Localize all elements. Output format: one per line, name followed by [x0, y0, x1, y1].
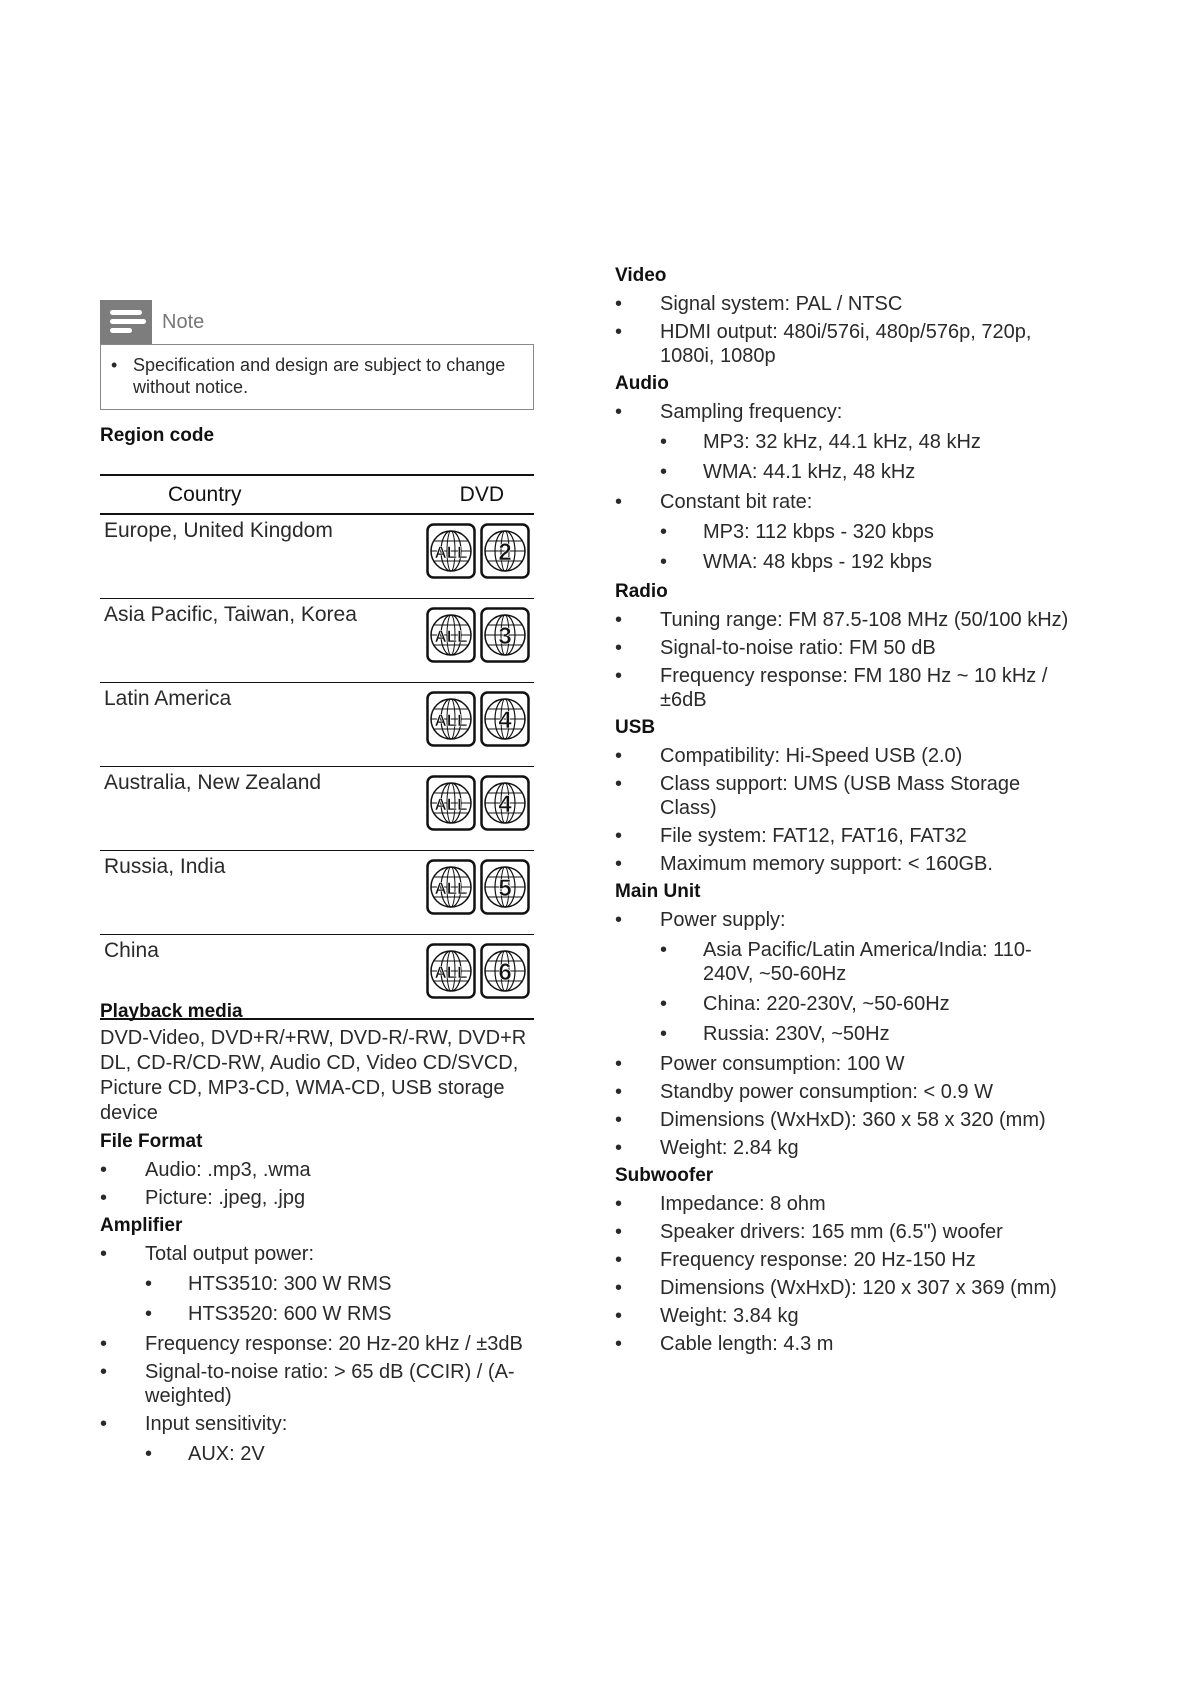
spec-item-text: File system: FAT12, FAT16, FAT32 — [660, 825, 967, 847]
dvd-region-icons — [400, 599, 534, 683]
section-title: USB — [615, 717, 656, 738]
spec-item — [100, 1360, 540, 1408]
spec-item-text: Weight: 3.84 kg — [660, 1305, 799, 1327]
region-row — [100, 767, 534, 851]
right-specs — [615, 260, 1075, 1356]
spec-subitem: • Russia: 230V, ~50Hz — [615, 1022, 1075, 1046]
spec-item-text: Frequency response: 20 Hz-20 kHz / ±3dB — [145, 1333, 523, 1355]
note-header — [100, 300, 204, 344]
spec-section — [615, 880, 1075, 1160]
country-cell: Australia, New Zealand — [100, 767, 400, 851]
region-all-icon — [426, 943, 476, 999]
spec-item — [615, 1304, 1075, 1328]
spec-item-text: Standby power consumption: < 0.9 W — [660, 1081, 993, 1103]
spec-item — [615, 852, 1075, 876]
section-title: Audio — [615, 373, 669, 394]
spec-item — [100, 1158, 540, 1182]
spec-item — [615, 772, 1075, 820]
spec-list — [100, 1242, 540, 1466]
spec-list — [615, 400, 1075, 574]
section-title: Amplifier — [100, 1215, 183, 1236]
svg-text:4: 4 — [498, 791, 512, 818]
spec-item-text: Weight: 2.84 kg — [660, 1137, 799, 1159]
country-cell: China — [100, 935, 400, 1020]
note-label: Note — [162, 310, 205, 333]
spec-item — [100, 1332, 540, 1356]
section-paragraph: DVD-Video, DVD+R/+RW, DVD-R/-RW, DVD+R DL, CD-R/CD-RW, Audio CD, Video CD/SVCD, Picture CD, MP3-CD, WMA-CD, USB storage device — [100, 1027, 527, 1124]
spec-item-text: Signal-to-noise ratio: > 65 dB (CCIR) / (A-weighted) — [145, 1361, 515, 1407]
spec-item — [615, 608, 1075, 632]
spec-section — [100, 1000, 540, 1126]
dvd-region-icons — [400, 767, 534, 851]
spec-list — [615, 292, 1075, 368]
spec-sublist — [615, 938, 1075, 1046]
country-cell: Latin America — [100, 683, 400, 767]
spec-list — [615, 908, 1075, 1160]
spec-section — [615, 372, 1075, 574]
country-header: Country — [100, 475, 400, 514]
spec-section — [615, 1164, 1075, 1356]
region-all-icon — [426, 691, 476, 747]
svg-text:2: 2 — [498, 539, 512, 566]
spec-item — [615, 1332, 1075, 1356]
spec-section — [100, 1214, 540, 1466]
region-6-icon — [480, 943, 530, 999]
spec-item — [100, 1412, 540, 1466]
region-2-icon — [480, 523, 530, 579]
region-4-icon — [480, 775, 530, 831]
spec-item-text: Tuning range: FM 87.5-108 MHz (50/100 kHz) — [660, 609, 1069, 631]
country-cell: Europe, United Kingdom — [100, 514, 400, 599]
spec-sublist — [615, 520, 1075, 574]
spec-list — [615, 744, 1075, 876]
region-3-icon — [480, 607, 530, 663]
spec-section — [615, 264, 1075, 368]
spec-item — [615, 744, 1075, 768]
region-row — [100, 599, 534, 683]
spec-item — [615, 636, 1075, 660]
spec-item — [615, 1136, 1075, 1160]
region-row — [100, 514, 534, 599]
region-5-icon — [480, 859, 530, 915]
spec-item-text: Picture: .jpeg, .jpg — [145, 1187, 306, 1209]
region-row — [100, 683, 534, 767]
spec-item-text: HDMI output: 480i/576i, 480p/576p, 720p, 1080i, 1080p — [660, 321, 1032, 367]
spec-subitem: • HTS3510: 300 W RMS — [100, 1272, 540, 1296]
spec-section — [615, 580, 1075, 712]
spec-item — [615, 1276, 1075, 1300]
spec-item — [615, 400, 1075, 484]
region-all-icon — [426, 775, 476, 831]
spec-subitem: • AUX: 2V — [100, 1442, 540, 1466]
section-title: Subwoofer — [615, 1165, 714, 1186]
section-title: Radio — [615, 581, 668, 602]
left-specs — [100, 996, 540, 1472]
spec-item — [615, 664, 1075, 712]
spec-item-text: Compatibility: Hi-Speed USB (2.0) — [660, 745, 963, 767]
spec-item-text: Maximum memory support: < 160GB. — [660, 853, 993, 875]
spec-sublist — [615, 430, 1075, 484]
spec-item — [615, 908, 1075, 1046]
dvd-region-icons — [400, 683, 534, 767]
spec-item-text: Constant bit rate: — [660, 491, 813, 513]
spec-item — [615, 1192, 1075, 1216]
region-code-table — [100, 474, 534, 1020]
spec-item-text: Power consumption: 100 W — [660, 1053, 905, 1075]
country-cell: Russia, India — [100, 851, 400, 935]
note-box — [100, 344, 534, 410]
spec-subitem: • MP3: 112 kbps - 320 kbps — [615, 520, 1075, 544]
section-title: Main Unit — [615, 881, 701, 902]
note-text: Specification and design are subject to change without notice. — [133, 355, 506, 397]
svg-text:3: 3 — [498, 623, 512, 650]
country-cell: Asia Pacific, Taiwan, Korea — [100, 599, 400, 683]
spec-subitem: • HTS3520: 600 W RMS — [100, 1302, 540, 1326]
svg-text:ALL: ALL — [434, 627, 468, 646]
spec-item-text: Power supply: — [660, 909, 786, 931]
svg-text:ALL: ALL — [434, 879, 468, 898]
svg-text:ALL: ALL — [434, 711, 468, 730]
spec-list — [100, 1158, 540, 1210]
region-all-icon — [426, 607, 476, 663]
spec-subitem: • MP3: 32 kHz, 44.1 kHz, 48 kHz — [615, 430, 1075, 454]
spec-item — [615, 1248, 1075, 1272]
dvd-region-icons — [400, 514, 534, 599]
region-4-icon — [480, 691, 530, 747]
region-row — [100, 851, 534, 935]
spec-item — [615, 320, 1075, 368]
spec-item-text: Impedance: 8 ohm — [660, 1193, 826, 1215]
spec-item-text: Frequency response: FM 180 Hz ~ 10 kHz / ±6dB — [660, 665, 1048, 711]
section-title: File Format — [100, 1131, 203, 1152]
note-icon — [100, 300, 152, 344]
spec-subitem: • WMA: 44.1 kHz, 48 kHz — [615, 460, 1075, 484]
spec-sublist — [100, 1272, 540, 1326]
spec-item — [615, 490, 1075, 574]
spec-item-text: Sampling frequency: — [660, 401, 843, 423]
spec-item-text: Frequency response: 20 Hz-150 Hz — [660, 1249, 976, 1271]
spec-item-text: Class support: UMS (USB Mass Storage Class) — [660, 773, 1021, 819]
spec-subitem: • China: 220-230V, ~50-60Hz — [615, 992, 1075, 1016]
svg-text:4: 4 — [498, 707, 512, 734]
spec-item-text: Signal system: PAL / NTSC — [660, 293, 903, 315]
region-code-title: Region code — [100, 425, 215, 446]
section-title: Video — [615, 265, 667, 286]
region-all-icon — [426, 859, 476, 915]
spec-item-text: Total output power: — [145, 1243, 314, 1265]
spec-item — [615, 1080, 1075, 1104]
section-title: Playback media — [100, 1001, 243, 1022]
spec-list — [615, 1192, 1075, 1356]
spec-item-text: Audio: .mp3, .wma — [145, 1159, 311, 1181]
spec-subitem: • WMA: 48 kbps - 192 kbps — [615, 550, 1075, 574]
spec-sublist — [100, 1442, 540, 1466]
spec-item-text: Input sensitivity: — [145, 1413, 288, 1435]
spec-list — [615, 608, 1075, 712]
region-all-icon — [426, 523, 476, 579]
spec-subitem: • Asia Pacific/Latin America/India: 110-240V, ~50-60Hz — [615, 938, 1075, 986]
spec-item — [615, 1052, 1075, 1076]
spec-item — [615, 824, 1075, 848]
spec-item-text: Signal-to-noise ratio: FM 50 dB — [660, 637, 936, 659]
bullet: • — [111, 355, 118, 375]
dvd-region-icons — [400, 851, 534, 935]
spec-item — [615, 292, 1075, 316]
spec-item — [615, 1108, 1075, 1132]
spec-item-text: Cable length: 4.3 m — [660, 1333, 834, 1355]
svg-text:5: 5 — [498, 875, 512, 902]
spec-section — [615, 716, 1075, 876]
spec-item — [100, 1186, 540, 1210]
spec-item-text: Speaker drivers: 165 mm (6.5") woofer — [660, 1221, 1003, 1243]
svg-text:6: 6 — [498, 959, 512, 986]
dvd-header: DVD — [400, 475, 534, 514]
spec-item-text: Dimensions (WxHxD): 360 x 58 x 320 (mm) — [660, 1109, 1046, 1131]
svg-text:ALL: ALL — [434, 963, 468, 982]
spec-item-text: Dimensions (WxHxD): 120 x 307 x 369 (mm) — [660, 1277, 1057, 1299]
spec-item — [615, 1220, 1075, 1244]
svg-text:ALL: ALL — [434, 543, 468, 562]
svg-text:ALL: ALL — [434, 795, 468, 814]
spec-section — [100, 1130, 540, 1210]
spec-item — [100, 1242, 540, 1326]
